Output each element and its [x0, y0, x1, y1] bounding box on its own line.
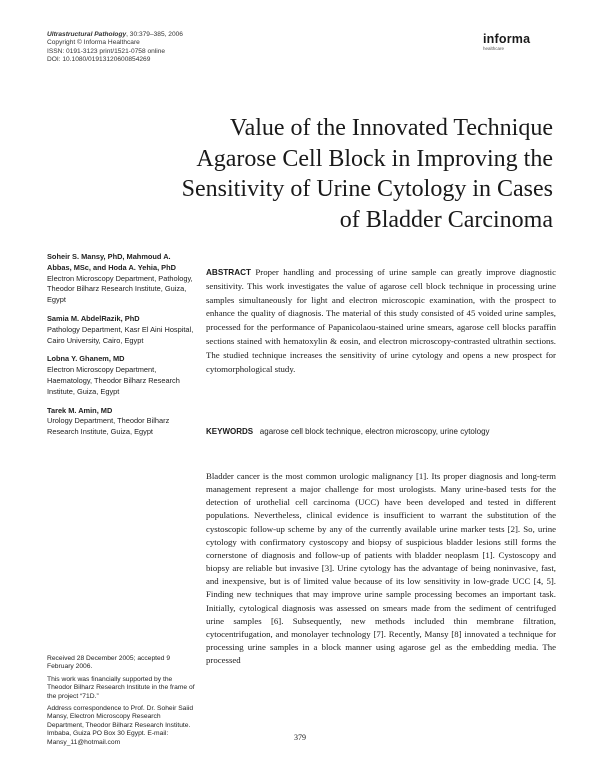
body-paragraph: Bladder cancer is the most common urologic malignancy [1]. Its proper diagnosis and long-term management represent a major challenge for most urologists. Many urine-based tests for the detection of urothelial cell carcinoma (UCC) have been developed and tested in different populations. Nevertheless, clinical evidence is insufficient to warrant the substitution of the cystoscopic follow-up scheme by any of the currently available urine marker tests [2]. So, urine cytology with confirmatory cystoscopy and biopsy of suspicious bladder lesions still forms the cornerstone of diagnosis and follow-up of patients with bladder neoplasm [1]. Cystoscopy and biopsy are reliable but invasive [3]. Urine cytology has the advantage of being noninvasive, fast, and inexpensive, but is of limited value because of its low sensitivity in low-grade UCC [4, 5]. Finding new techniques that may improve urine sample processing becomes an important task. Initially, cytological diagnosis was assessed on smears made from the sediment of centrifuged urine samples [6]. Subsequently, new methods included thin membrane filtration, cytocentrifugation, and monolayer technology [7]. Recently, Mansy [8] innovated a technique for processing urine samples in a block manner using agarose gel as the embedding media. The processed [206, 471, 556, 666]
title-line: Agarose Cell Block in Improving the [196, 145, 553, 172]
issn-line: ISSN: 0191-3123 print/1521-0758 online [47, 47, 166, 55]
author-affiliation: Electron Microscopy Department, Pathology, Theodor Bilharz Research Institute, Guiza, Egypt [47, 273, 193, 305]
author-group [47, 406, 195, 438]
journal-header [47, 31, 347, 64]
author-affiliation: Urology Department, Theodor Bilharz Research Institute, Guiza, Egypt [47, 416, 170, 437]
author-group [47, 314, 195, 346]
correspondence-note: Address correspondence to Prof. Dr. Soheir Saiid Mansy, Electron Microscopy Research Department, Theodor Bilharz Research Institute. Imbaba, Guiza PO Box 30 Egypt. E-mail: Mansy_11@hotmail.com [47, 705, 194, 746]
article-title [93, 113, 553, 235]
abstract-text: Proper handling and processing of urine sample can greatly improve diagnostic sensitivity. This work investigates the value of agarose cell block technique in processing urine samples simultaneously for light and electron microscopic examination, with the prospect to enhance the quality of diagnosis. The material of this study consisted of 45 voided urine samples, processed for the performance of Papanicolaou-stained urine smears, agarose cell blocks paraffin sections stained with hematoxylin & eosin, and electron microscopy-contrasted ultrathin sections. The studied technique increases the sensitivity of urine cytology and opens a new prospect for cytomorphological study. [206, 267, 557, 374]
author-group [47, 354, 195, 397]
title-line: of Bladder Carcinoma [339, 206, 553, 233]
funding-note: This work was financially supported by the Theodor Bilharz Research Institute in the frame of the project “71D.” [47, 675, 195, 700]
journal-volume-pages: , 30:379–385, 2006 [126, 31, 183, 38]
author-names: Samia M. AbdelRazik, PhD [47, 313, 140, 323]
page-number: 379 [294, 733, 306, 742]
keywords-text: agarose cell block technique, electron microscopy, urine cytology [259, 427, 490, 436]
author-names: Soheir S. Mansy, PhD, Mahmoud A. Abbas, MSc, and Hoda A. Yehia, PhD [47, 252, 176, 272]
author-list [47, 252, 195, 446]
author-affiliation: Pathology Department, Kasr El Aini Hospital, Cairo University, Cairo, Egypt [47, 324, 194, 345]
journal-name: Ultrastructural Pathology [47, 31, 127, 38]
received-date-note: Received 28 December 2005; accepted 9 February 2006. [47, 655, 171, 671]
publisher-logo-word: informa [483, 32, 531, 46]
title-line: Sensitivity of Urine Cytology in Cases [181, 176, 553, 202]
doi-line: DOI: 10.1080/01913120600854269 [47, 55, 151, 63]
author-names: Lobna Y. Ghanem, MD [47, 354, 125, 364]
publisher-logo-subtitle: healthcare [483, 46, 505, 51]
keywords-label: KEYWORDS [206, 427, 254, 436]
author-affiliation: Electron Microscopy Department, Haematology, Theodor Bilharz Research Institute, Guiza, Egypt [47, 365, 180, 396]
abstract [206, 266, 556, 376]
copyright-line: Copyright © Informa Healthcare [47, 39, 140, 47]
title-line: Value of the Innovated Technique [229, 115, 553, 141]
author-group [47, 252, 195, 306]
publisher-logo [483, 33, 553, 51]
author-names: Tarek M. Amin, MD [47, 405, 113, 415]
abstract-label: ABSTRACT [206, 268, 252, 277]
keywords [206, 426, 556, 438]
